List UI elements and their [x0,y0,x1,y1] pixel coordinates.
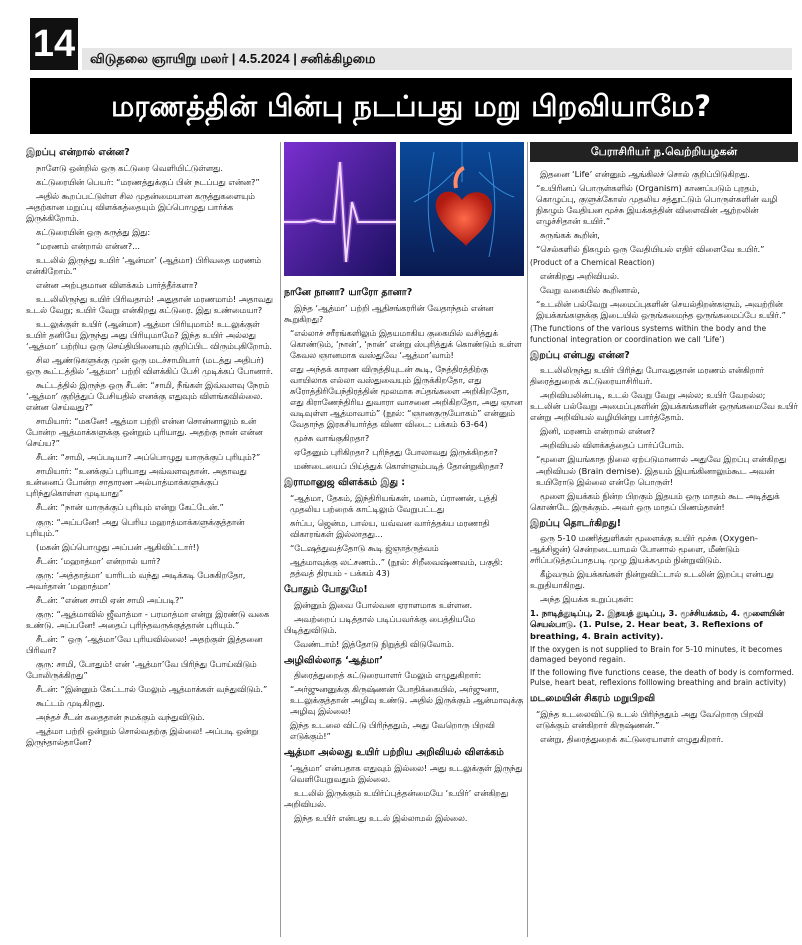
paragraph: ‘ஆத்மா’ என்பதாக எதுவும் இல்லை! அது உடலுக்குள் இருந்து வெளியேறுவதும் இல்லை. [290,763,523,785]
paragraph: வேண்டாம்! இத்தோடு நிறுத்தி விடுவோம். [294,638,455,649]
paragraph: இந்த ‘ஆத்மா’ பற்றி ஆதிசங்கரரின் வேதாந்தம் என்ன கூறுகிறது? [284,302,494,324]
paragraph: ஆத்மா பற்றி ஒன்றும் சொல்வதற்கு இல்லை! அப்படி ஒன்று இருந்தால்தானே? [26,726,259,748]
paragraph: “ஆத்மா, தேகம், இந்திரியங்கள், மனம், ப்ராணன், புத்தி முதலிய பற்றைக் காட்டிலும் வேறுபட்டது [290,492,498,514]
paragraph: (மகன் இப்பொழுது அப்பன் ஆகிவிட்டார்!) [36,541,200,552]
paragraph: “இந்த உடலைவிட்டு உடல் பிரிந்ததும் அது வேறொரு பிறவி எடுக்கும் என்கிறார் கிருஷ்ணன்.” [536,708,764,730]
paragraph: சீடன்: “சாமி, அப்படியா? அப்பொழுது யாருக்குப் புரியும்?” [36,452,261,463]
paragraph: கூட்டத்தில் இருந்த ஒரு சீடன்: “சாமி, நீங்கள் இவ்வளவு நேரம் ‘ஆத்மா’ குறித்துப் பேசியதில் எனக்கு எதுவும் விளங்கவில்லை. என்ன செய்வது?” [26,380,270,413]
heart-ecg-illustration [284,142,524,276]
paragraph: சீடன்: “என்ன சாமி ஏன் சாமி அப்படி?” [36,594,184,605]
paragraph: சாமியார்: “மகனே! ஆத்மா பற்றி என்ன சொன்னாலும் உன் போன்ற ஆத்மாக்களுக்கு ஒன்றும் புரியாது. அதற்கு நான் என்ன செய்ய?” [26,416,263,449]
paragraph: வேறு வகையில் கூறினால், [540,285,640,296]
section-heading: இறப்பு தொடர்கிறது! [530,517,622,529]
paragraph: குரு: “ஆத்மாவில் ஜீவாத்மா - பரமாத்மா என்று இரண்டு வகை உண்டு. அப்பனே! அதைப் புரிந்தவருக்குத்தான் புரியும்.” [26,608,270,630]
section-heading: மடமையின் சிகரம் மறுபிறவி [530,692,656,704]
paragraph: “செல்களில் நிகழும் ஒரு வேதியியல் எதிர் விளைவே உயிர்.” [536,244,765,255]
section-heading: இராமானுஜ விளக்கம் இது : [284,477,406,489]
paragraph: உடலில் இருக்கும் உயிர்ப்புத்தன்மையே ‘உயிர்’ என்கிறது அறிவியல். [284,788,509,810]
author-byline: பேராசிரியர் ந.வெற்றியழகன் [530,142,798,162]
paragraph: “டேஷத்துவத்தோடு கூடி ஜ்ஞாத்ருத்வம் [290,542,439,553]
paragraph: அதில் கூறப்பட்டுள்ள சில முதன்மையான கருத்துகளையும் அதற்கான மறுப்பு விளக்கத்தையும் இப்பொழுது பார்க்க இருக்கிறோம். [26,190,255,223]
paragraph: இன்னும் இவை போல்வன ஏராளமாக உள்ளன. [294,599,473,610]
paragraph: கட்டுரையின் ஒரு கருத்து இது: [36,226,151,237]
paragraph: (Product of a Chemical Reaction) [530,258,655,268]
paragraph: சீடன்: ” ஒரு ‘ஆத்மா’வே புரியவில்லை! அதற்குள் இத்தனை பிரிவா? [26,633,263,655]
paragraph: இனி, மரணம் என்றால் என்ன? [540,426,656,437]
paragraph: கூட்டம் முடிகிறது. [36,697,105,708]
paragraph: “உயிரினப் பொருள்களில் (Organism) காணப்படும் புரதம், கொழுப்பு, குளுக்கோஸ் முதலிய சத்தூட்டும் பொருள்களின் வழி நிகழும் வேதியன மூச்சு இயக்கத்தின் விளைவின் ஆற்றலின் எழுச்சிதான் உயிர்.” [536,183,778,227]
article-column-3 [530,142,798,937]
article-column-1 [26,142,276,937]
paragraph: கீழ்வரும் இயக்கங்கள் நின்றுவிட்டால் உடலின் இறப்பு என்பது உறுதியாகிறது. [530,569,774,591]
paragraph: குரு: சாமி, போதும்! என் ‘ஆத்மா’வே பிரிந்து போய்விடும் போலிருக்கிறது” [26,658,257,680]
paragraph: என்கிறது அறிவியல். [540,271,620,282]
paragraph: ஆத்மாவுக்கு லட்சணம்..” (நூல்: சிறீவைஷ்ணவம், பகுதி: தத்வத் திரயம் - பக்கம் 43) [290,556,503,578]
paragraph: சுர்ப்ப, ஜென்ம, பால்ய, யவ்வன வார்த்தக்ய மரணாதி விகாரங்கள் இல்லாதது... [290,517,490,539]
paragraph: சீடன்: “நான் யாருக்குப் புரியும் என்று கேட்டேன்.” [36,502,224,513]
paragraph: அந்தச் சீடன் கதைதான் நமக்கும் வந்துவிடும். [36,711,205,722]
paragraph: “அர்ஜுனனுக்கு கிருஷ்ணன் போதிக்கையில், அர்ஜுனா, உடலுக்குத்தான் அழிவு உண்டு. அதில் இருக்கும் ஆன்மாவுக்கு அழிவு இல்லை! [290,684,524,717]
paragraph: “மூளை இயங்காத நிலை ஏற்படுமானால் அதுவே இறப்பு என்கிறது அறிவியல் (Brain demise). இதயம் இயங்கினாலும்கூட அவன் உயிரோடு இல்லை என்றே பொருள்! [536,454,787,487]
section-heading: இறப்பு என்றால் என்ன? [26,147,130,158]
section-heading: இறப்பு என்பது என்ன? [530,349,630,361]
headline: மரணத்தின் பின்பு நடப்பது மறு பிறவியாமே? [30,78,792,134]
paragraph: சாமியார்: “உனக்குப் புரியாது அவ்வளவுதான். அதாவது உன்னைப் போன்ற சாதாரண அல்பாத்மாக்களுக்குப் புரிந்துகொள்ள முடியாது” [26,466,247,499]
page-number: 14 [30,18,78,70]
paragraph: இந்த உயிர் என்பது உடல் இல்லாமல் இல்லை. [294,813,468,824]
column-divider [527,142,528,937]
article-column-2 [284,282,524,937]
paragraph: If the following five functions cease, the death of body is comformed. Pulse, heart beat, reflexions folllowing breathing and brain activity) [530,667,794,687]
paragraph: என்று, திரைத்துறைக் கட்டுரையாளர் எழுதுகிறார். [540,733,724,744]
paragraph: ஒரு 5-10 மணித்துளிகள் மூளைக்கு உயிர் மூச்சு (Oxygen-ஆக்சிஜன்) சென்றடையாமல் போனால் மூளை, மீண்டும் சரிப்படுத்தப்பாதபடி முழு இயக்கமும் நின்றுவிடும். [530,533,758,566]
paragraph: “உடலின் பல்வேறு அமைப்புகளின் செயல்திறன்களும், அவற்றின் இயக்கங்களுக்கு இடையில் ஒருங்கமைந்த ஒருங்கமைப்பே உயிர்.” [536,299,786,321]
paragraph: 1. நாடித்துடிப்பு, 2. இதயத் துடிப்பு, 3. மூச்சியக்கம், 4. மூளையின் செயல்பாடு. (1. Pulse, 2. Hear beat, 3. Reflexions of breathing, 4. Brain activity). [530,608,784,641]
paragraph: சீடன்: “இன்னும் கேட்டால் மேலும் ஆத்மாக்கள் வந்துவிடும்.” [36,683,268,694]
paragraph: “எல்லாச் சரீரங்களிலும் இதயமாகிய குகையில் வசித்துக் கொண்டும், ‘நான்’, ‘நான்’ என்று ஸ்புரித்துக் கொண்டும் உள்ள கேவல ஞானமாக வஸ்துவே ‘ஆத்மா’வாம்! [290,327,522,360]
paragraph: என்ன அற்புதமான விளக்கம் பார்த்தீர்களா? [36,279,198,290]
paragraph: குரு: “அப்பனே! அது பெரிய மஹாத்மாக்களுக்குத்தான் புரியும்.” [26,516,245,538]
paragraph: மண்டையைப் பிய்த்துக் கொள்ளும்படித் தோன்றுகிறதா? [294,461,504,472]
running-head: விடுதலை ஞாயிறு மலர் | 4.5.2024 | சனிக்கிழமை [82,48,792,70]
paragraph: சீடன்: ‘மஹாத்மா’ என்றால் யார்? [36,555,161,566]
paragraph: உடலுக்குள் உயிர் (ஆன்மா) ஆத்மா பிரியுமாம்! உடலுக்குள் உயிர் தனியே இருந்து அது பிரியுமாமே? இந்த உயிர் அல்லது ‘ஆத்மா’ பற்றிய ஒரு செய்தியினையும் குறிப்பிட விரும்புகிறோம். [26,319,273,352]
paragraph: சுருங்கக் கூறின், [540,230,600,241]
paragraph: உடலிலிருந்து உயிர் பிரிந்து போவதுதான் மரணம் என்கிறார் திரைத்துறைக் கட்டுரையாசிரியர். [530,365,765,387]
paragraph: If the oxygen is not supplied to Brain for 5-10 minutes, it becomes damaged beyond regain. [530,644,783,664]
section-heading: அழிவில்லாத ‘ஆத்மா’ [284,654,383,666]
column-divider [280,142,281,937]
paragraph: நாளேடு ஒன்றில் ஒரு கட்டுரை வெளியிட்டுள்ளது. [36,162,224,173]
section-heading: போதும் போதுமே! [284,583,368,595]
paragraph: உடலில் இருந்து உயிர் ‘ஆன்மா’ (ஆத்மா) பிரிவதை மரணம் என்கிறோம்.” [26,254,262,276]
paragraph: சில ஆண்டுகளுக்கு முன் ஒரு மடச்சாமியார் (மடத்து அதிபர்) ஒரு கூட்டத்தில் ‘ஆத்மா’ பற்றி விளக்கிப் பேசி முடிக்கப் போனார். [26,355,273,377]
paragraph: உடலிலிருந்து உயிர் பிரிவதாம்! அதுதான் மரணமாம்! அதாவது உடல் வேறு; உயிர் வேறு என்கிறது கட்டுரை. இது உண்மையா? [26,293,273,315]
paragraph: திரைத்துறைத் கட்டுரையாளர் மேலும் எழுதுகிறார்: [294,670,482,681]
paragraph: (The functions of the various systems within the body and the functional integration or coordination we call ‘Life’) [530,324,767,344]
paragraph: அறிவியல் விளக்கத்தைப் பார்ப்போம். [540,440,685,451]
paragraph: எது அந்தக் காரண விருத்தியுடன் கூடி, நேத்திரத்திற்கு வாயிலாக எல்லா வஸ்துவையும் இருக்கிறதோ, எது சுரோத்திரியேந்திரத்தின் மூலமாக சப்தங்களை அறிகிறதோ, எது கிராணேந்திரிய துவாரா வாசனை அறிகிறதோ, அது ஞான வடிவுள்ள ஆத்மாவாம்” (நூல்: “ஞானகுருயோகம்” என்னும் வேதாந்த இரகசியார்த்த வினா விடை: பக்கம் 63-64) [290,363,523,429]
paragraph: கட்டுரையின் பெயர்: “மரணத்துக்குப் பின் நடப்பது என்ன?” [36,176,260,187]
section-heading: ஆத்மா அல்லது உயிர் பற்றிய அறிவியல் விளக்கம் [284,747,504,759]
paragraph: குரு: ‘அத்தாத்மா’ யாரிடம் வந்து அடிக்கடி பேசுகிறதோ, அவர்தான் ‘மஹாத்மா’ [26,569,246,591]
paragraph: அந்த இயக்க உறுப்புகள்: [540,594,634,605]
paragraph: மூளை இயக்கம் நின்ற பிறகும் இதயம் ஒரு மாதம் கூட அடித்துக் கொண்டே இருக்கும். அவர் ஒரு மாதப் பிணம்தான்! [530,490,780,512]
paragraph: இந்த உடலை விட்டு பிரிந்ததும், அது வேறொரு பிறவி எடுக்கும்!” [290,720,495,742]
paragraph: மூச்சு வாங்குகிறதா? [294,432,370,443]
paragraph: இதனை ‘Life’ என்னும் ஆங்கிலச் சொல் குறிப்பிடுகிறது. [540,169,750,179]
section-heading: நானே நானா? யாரோ தானா? [284,287,413,298]
paragraph: அறிவியலின்படி, உடல் வேறு வேறு அல்ல; உயிர் வேறல்ல; உடலின் பல்வேறு அமைப்புகளின் இயக்கங்களின் ஒருங்கமைவே உயிர் என்று அறிவியல் வழியின்று பார்த்தோம். [530,390,798,423]
paragraph: அவற்றைப் படித்தால் படிப்பவர்க்கு பைத்தியமே பிடித்துவிடும். [284,613,476,635]
paragraph: ஏதேனும் புரிகிறதா? புரிந்தது போலாவது இருக்கிறதா? [294,447,498,457]
paragraph: “மரணம் என்றால் என்ன?... [36,240,141,251]
